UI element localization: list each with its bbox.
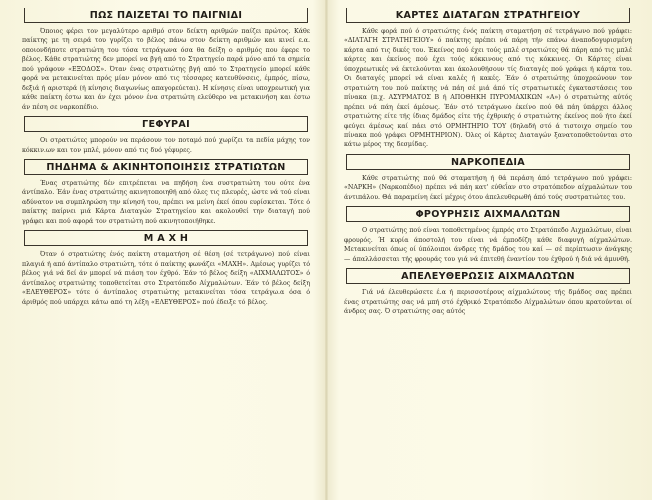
section-heading-jumping: ΠΗΔΗΜΑ & ΑΚΙΝΗΤΟΠΟΙΗΣΙΣ ΣΤΡΑΤΙΩΤΩΝ (24, 159, 308, 175)
section-heading-guarding: ΦΡΟΥΡΗΣΙΣ ΑΙΧΜΑΛΩΤΩΝ (346, 206, 630, 222)
section-heading-how-to-play: ΠΩΣ ΠΑΙΖΕΤΑΙ ΤΟ ΠΑΙΓΝΙΔΙ (24, 8, 308, 23)
section-heading-liberation: ΑΠΕΛΕΥΘΕΡΩΣΙΣ ΑΙΧΜΑΛΩΤΩΝ (346, 268, 630, 284)
section-heading-battle: Μ Α Χ Η (24, 230, 308, 246)
section-text-bridges: Οι στρατιώτες μπορούν να περάσουν τον ποταμό πού χωρίζει τα πεδία μάχης τον κόκκιν.ων και τον μπλέ, μόνον από τις δυό γέφυρες. (22, 137, 310, 154)
section-text-battle: Όταν ό στρατιώτης ένός παίκτη σταματήση σέ θέση (σέ τετράγωνο) πού είναι πλαγιά ή από άντίπαλο στρατιώτη, τότε ό παίκτης φωνάζει «ΜΑΧΗ». Αμέσως γυρίζει τό βέλος γιά νά δεί άν μπορεί νά πιάση τον έχθρό. Έάν τό βέλος δείξη «ΑΙΧΜΑΛΩΤΟΣ» ό άντίπαλος στρατιώτης τοποθετείται στο Στρατόπεδο Αίχμαλώτων. Έάν τό βέλος δείξη «ΕΛΕΥΘΕΡΟΣ» τότε ό άντίπαλος στρατιώτης μετακινείται τόσα τετράγω.α όσα ό άριθμός πού υπάρχει κάτω από τη λέξη «ΕΛΕΥΘΕΡΟΣ» πού έδειξε τό βέλος. (22, 251, 310, 306)
left-page (20, 8, 312, 496)
section-text-how-to-play: Όποιος φέρει τον μεγαλύτερο αριθμό στον δείκτη αριθμών παίζει πρώτος. Κάθε παίκτης με τη σειρά του γυρίζει το βέλος πάνω στον δείκτη αριθμών και κινεί ε.α. οποιονδήποτε στρατιώτη του τόσα τετράγωνα όσα θα δείξη ο αριθμός που έφερε το βέλος. Κάθε στρατιώτης δεν μπορεί να βγή από το Στρατηγείο παρά μόνο από τα σημεία πού γράφουν «ΕΞΟΔΟΣ». Όταν ένας στρατιώτης βγή από το Στρατηγείο μπορεί κάθε φορά να μετακινείται πρός μίαν μόνον από τις τέσσαρες κατευθύνσεις, έμπρός, πίσω, δεξιά ή αριστερά (ή κίνησις διαγωνίως απαγορεύεται). Η κίνησις είναι υποχρεωτική για κάθε παίκτη έστω και άν έχει μόνον ένα στρατιώτη ελεύθερο να μετακινήση και έστω άν πέση σε ναρκοπέδιο. (22, 28, 310, 111)
section-text-jumping: Ένας στρατιώτης δέν επιτρέπεται να πηδήση ένα συστρατιώτη του ούτε ένα άντίπαλο. Έάν ένας στρατιώτης ακινητοποιηθή από όλες τις πλευρές, ώστε νά τού είναι αδύνατον να συμπληρώση την κίνησή του, πρέπει να μείνη έκεί όπου ευρίσκεται. Τότε ό παίκτης παίρνει μιά Κάρτα Διαταγών Στρατηγείου και ακολουθεί την διαταγή πού γράφει και πού αφορά τον στρατιώτη πού ακινητοποιήθηκε. (22, 179, 310, 225)
page-fold (325, 0, 328, 500)
section-text-guarding: Ο στρατιώτης πού είναι τοποθετημένος έμπρός στο Στρατόπεδο Αιχμαλώτων, είναι φρουρός. Ή κυρία άποστολή του είναι νά έμποδίζη κάθε διαφυγή αίχμαλώτων. Μετακινείται όπως οί ύπόλοιποι άνδρες τής δμάδος του καί — σέ περίπτωσιν άνάγκης — άπαλλάσσεται τής φρουράς του γιά νά έπιτεθή έναντίον του έχθρού ή διά νά άμυνθή. (344, 227, 632, 263)
section-text-minefields: Κάθε στρατιώτης πού θά σταματήση ή θά περάση άπό τετράγωνο πού γράφει: «ΝΑΡΚΗ» (Ναρκοπέδιο) πρέπει νά πάη κατ' εύθεΐαν στο στρατόπεδον αίχμαλώτων του άντιπάλου. Θά παραμείνη έκεί μέχρις ότου άπελευθερωθή άπό τούς συστρατιώτες του. (344, 174, 632, 201)
section-text-liberation: Γιά νά έλευθερώσετε έ.α ή περισσοτέρους αίχμαλώτους τής δμάδος σας πρέπει ένας στρατιώτης σας νά μπή στό έχθρικό Στρατόπεδο Αίχμαλώτων όπου κρατούνται οί άνδρες σας. Ό στρατιώτης σας αύτός (344, 289, 632, 315)
section-heading-hq-cards: ΚΑΡΤΕΣ ΔΙΑΤΑΓΩΝ ΣΤΡΑΤΗΓΕΙΟΥ (346, 8, 630, 23)
section-heading-minefields: ΝΑΡΚΟΠΕΔΙΑ (346, 154, 630, 170)
right-page (342, 8, 634, 496)
section-text-hq-cards: Κάθε φορά πού ό στρατιώτης ένός παίκτη σταματήση σέ τετράγωνο πού γράφει: «ΔΙΑΤΑΓΗ ΣΤΡΑΤΗΓΕΙΟΥ» ό παίκτης πρέπει νά πάρη τήν επάνω άναποδογυρισμένη κάρτα από τις δικές του. Έκείνος πού έχει τούς μπλέ στρατιώτες θά πάρη από τις μπλέ κάρτες και έκείνος πού έχει τούς κόκκινους από τις κόκκινες. Οι Κάρτες είναι ύποχρεωτικές νά έκτελούνται και άκολουθήσουν τίς διαταγές πού γράφει ή κάρτα του. Οι διαταγές μπορεί νά είναι καλές ή κακές. Έάν ό στρατιώτης ύποχρεώνουν τον στρατιώτη του πού παίκτης νά πάη σέ μιά άπό τίς στρατιωτικές έγκαταστάσεις του πίνακα (π.χ. ΑΣΥΡΜΑΤΟΣ Β ή ΑΠΟΘΗΚΗ ΠΥΡΟΜΑΧΙΚΩΝ «Α») ό στρατιώτης αύτός πρέπει νά πάη έκεί άμέσως. Έάν στό τετράγωνο έκείνο πού θά πάη ύπάρχει άλλος στρατιώτης είτε τής ίδιας δμάδος είτε τής έχθρικής ό στρατιώτης έκείνος πού ήτο έκεί φεύγει άμέσως καί πάει στό ΟΡΜΗΤΗΡΙΟ ΤΟΥ (δηλαδή στό ά τιστοιχο σημείο του πίνακα πού γράφει ΟΡΜΗΤΗΡΙΟΝ). Όλες οί Κάρτες Διαταγών ξανατοποθετούνται στο κάτω μέρος της δεσμίδας. (344, 28, 632, 149)
section-heading-bridges: ΓΕΦΥΡΑΙ (24, 116, 308, 132)
